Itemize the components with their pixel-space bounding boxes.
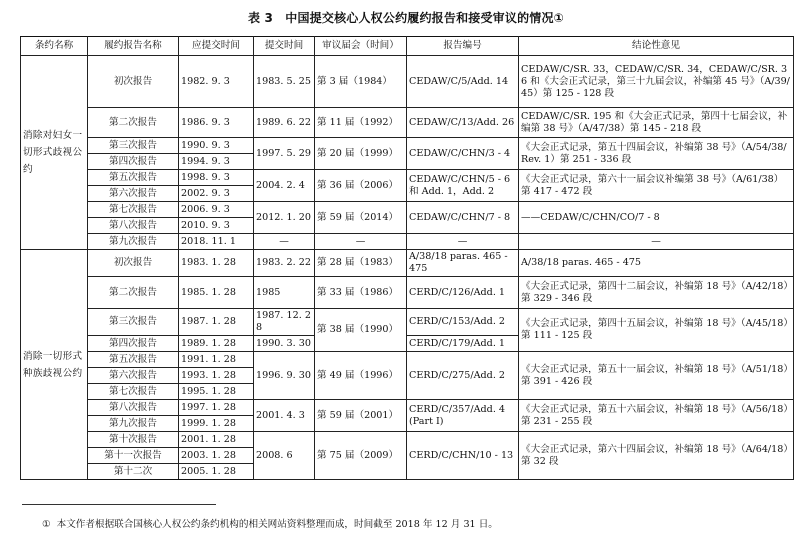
header-row xyxy=(21,37,794,56)
due-cell: 2018. 11. 1 xyxy=(179,234,254,250)
header-code: 报告编号 xyxy=(407,37,519,56)
concluding-cell: 《大会正式记录，第六十四届会议，补编第 18 号》（A/64/18）第 32 段 xyxy=(519,432,794,480)
table-row xyxy=(21,400,794,416)
footnote-mark: ① xyxy=(42,519,51,530)
header-treaty: 条约名称 xyxy=(21,37,88,56)
due-cell: 1989. 1. 28 xyxy=(179,336,254,352)
session-cell: 第 28 届（1983） xyxy=(315,250,407,277)
due-cell: 2010. 9. 3 xyxy=(179,218,254,234)
session-cell: 第 11 届（1992） xyxy=(315,108,407,138)
code-cell: CEDAW/C/CHN/7 - 8 xyxy=(407,202,519,234)
report-cell: 第三次报告 xyxy=(88,309,179,336)
submitted-cell: 1989. 6. 22 xyxy=(254,108,315,138)
session-cell: 第 75 届（2009） xyxy=(315,432,407,480)
concluding-cell: 《大会正式记录，第五十一届会议，补编第 18 号》（A/51/18）第 391 - 426 段 xyxy=(519,352,794,400)
report-cell: 第六次报告 xyxy=(88,368,179,384)
header-submitted: 提交时间 xyxy=(254,37,315,56)
table-row xyxy=(21,309,794,336)
report-cell: 第八次报告 xyxy=(88,400,179,416)
due-cell: 1982. 9. 3 xyxy=(179,56,254,108)
footnote-divider xyxy=(22,504,216,505)
header-report: 履约报告名称 xyxy=(88,37,179,56)
table-row xyxy=(21,432,794,448)
code-cell: CEDAW/C/5/Add. 14 xyxy=(407,56,519,108)
submitted-cell: 2012. 1. 20 xyxy=(254,202,315,234)
report-cell: 第九次报告 xyxy=(88,416,179,432)
treaty-name-cerd: 消除一切形式种族歧视公约 xyxy=(21,250,88,480)
session-cell: 第 49 届（1996） xyxy=(315,352,407,400)
concluding-cell: 《大会正式记录，第五十六届会议，补编第 18 号》（A/56/18）第 231 - 255 段 xyxy=(519,400,794,432)
code-cell: CERD/C/357/Add. 4 (Part I) xyxy=(407,400,519,432)
table-row xyxy=(21,250,794,277)
report-cell: 第十一次报告 xyxy=(88,448,179,464)
code-cell: CEDAW/C/CHN/3 - 4 xyxy=(407,138,519,170)
report-cell: 第二次报告 xyxy=(88,277,179,309)
concluding-cell: 《大会正式记录，第四十五届会议，补编第 18 号》（A/45/18）第 111 - 125 段 xyxy=(519,309,794,352)
header-due: 应提交时间 xyxy=(179,37,254,56)
report-cell: 第五次报告 xyxy=(88,352,179,368)
due-cell: 2001. 1. 28 xyxy=(179,432,254,448)
report-cell: 第七次报告 xyxy=(88,202,179,218)
submitted-cell: 1997. 5. 29 xyxy=(254,138,315,170)
code-cell: CEDAW/C/13/Add. 26 xyxy=(407,108,519,138)
concluding-cell: A/38/18 paras. 465 - 475 xyxy=(519,250,794,277)
table-row xyxy=(21,108,794,138)
due-cell: 2006. 9. 3 xyxy=(179,202,254,218)
report-cell: 初次报告 xyxy=(88,56,179,108)
code-cell: CEDAW/C/CHN/5 - 6 和 Add. 1，Add. 2 xyxy=(407,170,519,202)
session-cell: 第 36 届（2006） xyxy=(315,170,407,202)
report-cell: 第二次报告 xyxy=(88,108,179,138)
session-cell: 第 20 届（1999） xyxy=(315,138,407,170)
report-cell: 第十二次 xyxy=(88,464,179,480)
concluding-cell: ——CEDAW/C/CHN/CO/7 - 8 xyxy=(519,202,794,234)
table-row xyxy=(21,56,794,108)
report-cell: 第九次报告 xyxy=(88,234,179,250)
submitted-cell: 1983. 5. 25 xyxy=(254,56,315,108)
code-cell: CERD/C/CHN/10 - 13 xyxy=(407,432,519,480)
concluding-cell: — xyxy=(519,234,794,250)
submitted-cell: 1985 xyxy=(254,277,315,309)
table-row xyxy=(21,277,794,309)
header-session: 审议届会（时间） xyxy=(315,37,407,56)
report-cell: 第八次报告 xyxy=(88,218,179,234)
session-cell: — xyxy=(315,234,407,250)
due-cell: 1991. 1. 28 xyxy=(179,352,254,368)
due-cell: 1987. 1. 28 xyxy=(179,309,254,336)
submitted-cell: 2004. 2. 4 xyxy=(254,170,315,202)
table-title: 表 3 中国提交核心人权公约履约报告和接受审议的情况① xyxy=(247,11,565,25)
report-table xyxy=(20,36,794,480)
session-cell: 第 38 届（1990） xyxy=(315,309,407,352)
report-cell: 第十次报告 xyxy=(88,432,179,448)
submitted-cell: — xyxy=(254,234,315,250)
submitted-cell: 1983. 2. 22 xyxy=(254,250,315,277)
due-cell: 1997. 1. 28 xyxy=(179,400,254,416)
submitted-cell: 2008. 6 xyxy=(254,432,315,480)
due-cell: 1995. 1. 28 xyxy=(179,384,254,400)
concluding-cell: CEDAW/C/SR. 195 和《大会正式记录，第四十七届会议，补编第 38 号》（A/47/38）第 145 - 218 段 xyxy=(519,108,794,138)
footnote xyxy=(42,516,498,530)
report-cell: 第四次报告 xyxy=(88,336,179,352)
report-cell: 第三次报告 xyxy=(88,138,179,154)
due-cell: 2002. 9. 3 xyxy=(179,186,254,202)
session-cell: 第 3 届（1984） xyxy=(315,56,407,108)
session-cell: 第 59 届（2014） xyxy=(315,202,407,234)
table-row xyxy=(21,170,794,186)
submitted-cell: 1990. 3. 30 xyxy=(254,336,315,352)
code-cell: CERD/C/275/Add. 2 xyxy=(407,352,519,400)
due-cell: 1999. 1. 28 xyxy=(179,416,254,432)
submitted-cell: 2001. 4. 3 xyxy=(254,400,315,432)
header-concluding: 结论性意见 xyxy=(519,37,794,56)
concluding-cell: 《大会正式记录，第四十二届会议，补编第 18 号》（A/42/18）第 329 - 346 段 xyxy=(519,277,794,309)
code-cell: — xyxy=(407,234,519,250)
due-cell: 1993. 1. 28 xyxy=(179,368,254,384)
due-cell: 1994. 9. 3 xyxy=(179,154,254,170)
due-cell: 2003. 1. 28 xyxy=(179,448,254,464)
code-cell: CERD/C/126/Add. 1 xyxy=(407,277,519,309)
due-cell: 1986. 9. 3 xyxy=(179,108,254,138)
table-row xyxy=(21,352,794,368)
due-cell: 1998. 9. 3 xyxy=(179,170,254,186)
concluding-cell: CEDAW/C/SR. 33，CEDAW/C/SR. 34，CEDAW/C/SR. 36 和《大会正式记录，第三十九届会议，补编第 45 号》（A/39/45）第 125 - 128 段 xyxy=(519,56,794,108)
report-cell: 初次报告 xyxy=(88,250,179,277)
session-cell: 第 59 届（2001） xyxy=(315,400,407,432)
due-cell: 1985. 1. 28 xyxy=(179,277,254,309)
code-cell: CERD/C/179/Add. 1 xyxy=(407,336,519,352)
code-cell: CERD/C/153/Add. 2 xyxy=(407,309,519,336)
due-cell: 1983. 1. 28 xyxy=(179,250,254,277)
footnote-text: 本文作者根据联合国核心人权公约条约机构的相关网站资料整理而成，时间截至 2018 年 12 月 31 日。 xyxy=(56,519,498,530)
table-row xyxy=(21,202,794,218)
table-row xyxy=(21,234,794,250)
due-cell: 1990. 9. 3 xyxy=(179,138,254,154)
session-cell: 第 33 届（1986） xyxy=(315,277,407,309)
report-cell: 第五次报告 xyxy=(88,170,179,186)
submitted-cell: 1987. 12. 28 xyxy=(254,309,315,336)
report-cell: 第四次报告 xyxy=(88,154,179,170)
table-row xyxy=(21,138,794,154)
concluding-cell: 《大会正式记录，第六十一届会议补编第 38 号》（A/61/38）第 417 - 472 段 xyxy=(519,170,794,202)
concluding-cell: 《大会正式记录，第五十四届会议，补编第 38 号》（A/54/38/Rev. 1）第 251 - 336 段 xyxy=(519,138,794,170)
due-cell: 2005. 1. 28 xyxy=(179,464,254,480)
submitted-cell: 1996. 9. 30 xyxy=(254,352,315,400)
report-cell: 第七次报告 xyxy=(88,384,179,400)
report-cell: 第六次报告 xyxy=(88,186,179,202)
code-cell: A/38/18 paras. 465 - 475 xyxy=(407,250,519,277)
treaty-name-cedaw: 消除对妇女一切形式歧视公约 xyxy=(21,56,88,250)
